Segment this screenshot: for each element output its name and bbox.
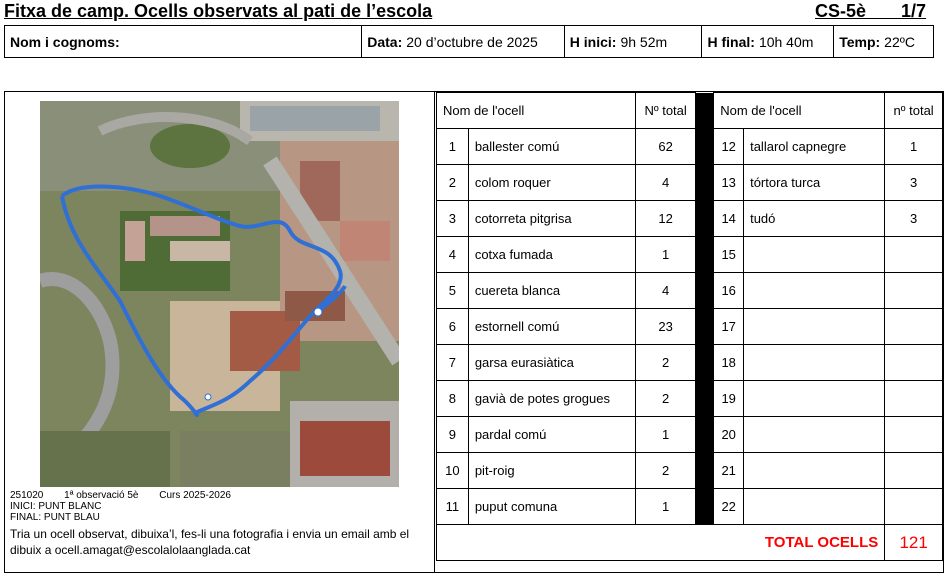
bird-total [885, 237, 943, 273]
main-panel [4, 91, 944, 573]
bird-name: tallarol capnegre [744, 129, 885, 165]
row-number: 9 [437, 417, 469, 453]
bird-total: 4 [635, 165, 696, 201]
bird-total [885, 489, 943, 525]
date-value: 20 d’octubre de 2025 [406, 33, 538, 50]
bird-total: 2 [635, 345, 696, 381]
column-divider [696, 417, 714, 453]
bird-name: tudó [744, 201, 885, 237]
bird-name: ballester comú [468, 129, 635, 165]
column-divider [696, 273, 714, 309]
column-divider [696, 93, 714, 129]
bird-name [744, 273, 885, 309]
table-row [437, 381, 943, 417]
row-number: 12 [714, 129, 744, 165]
bird-total: 1 [635, 237, 696, 273]
map-pane [5, 92, 435, 572]
col-name-header: Nom de l'ocell [437, 93, 636, 129]
bird-name [744, 417, 885, 453]
table-row [437, 453, 943, 489]
table-row [437, 417, 943, 453]
bird-name: gavià de potes grogues [468, 381, 635, 417]
row-number: 15 [714, 237, 744, 273]
bird-total: 2 [635, 381, 696, 417]
bird-total [885, 381, 943, 417]
bird-name: pardal comú [468, 417, 635, 453]
row-number: 7 [437, 345, 469, 381]
column-divider [696, 201, 714, 237]
date-cell [362, 26, 565, 57]
bird-total: 3 [885, 201, 943, 237]
bird-name: garsa eurasiàtica [468, 345, 635, 381]
start-value: 9h 52m [620, 33, 668, 50]
col-total2-header: nº total [885, 93, 943, 129]
bird-total [885, 273, 943, 309]
bird-name: tórtora turca [744, 165, 885, 201]
table-row [437, 237, 943, 273]
row-number: 21 [714, 453, 744, 489]
column-divider [696, 489, 714, 525]
header-row [4, 25, 934, 58]
temp-value: 22ºC [884, 33, 915, 50]
bird-total: 3 [885, 165, 943, 201]
notes-instruction: Tria un ocell observat, dibuixa’l, fes-li una fotografia i envia un email amb el dibuix a ocell.amagat@escolalolaanglada.cat [10, 527, 410, 557]
column-divider [696, 345, 714, 381]
bird-name: estornell comú [468, 309, 635, 345]
notes-code: 251020 [10, 490, 44, 501]
row-number: 13 [714, 165, 744, 201]
bird-name: colom roquer [468, 165, 635, 201]
table-row [437, 273, 943, 309]
row-number: 20 [714, 417, 744, 453]
total-row [437, 525, 943, 561]
column-divider [696, 237, 714, 273]
total-label: TOTAL OCELLS [437, 525, 885, 561]
notes-start: INICI: PUNT BLANC [10, 501, 102, 512]
temp-cell [834, 26, 933, 57]
bird-total: 12 [635, 201, 696, 237]
row-number: 19 [714, 381, 744, 417]
column-divider [696, 309, 714, 345]
column-divider [696, 381, 714, 417]
table-header-row [437, 93, 943, 129]
row-number: 22 [714, 489, 744, 525]
column-divider [696, 453, 714, 489]
birds-table [436, 92, 943, 561]
bird-name: cotxa fumada [468, 237, 635, 273]
bird-name: cotorreta pitgrisa [468, 201, 635, 237]
name-cell [5, 26, 362, 57]
page-title: Fitxa de camp. Ocells observats al pati de l’escola [4, 1, 433, 21]
bird-name [744, 309, 885, 345]
date-label: Data: [367, 33, 403, 50]
row-number: 16 [714, 273, 744, 309]
aerial-map-image [40, 101, 399, 487]
notes-end: FINAL: PUNT BLAU [10, 512, 100, 523]
column-divider [696, 165, 714, 201]
table-row [437, 489, 943, 525]
sheet-code: CS-5è 1/7 [815, 1, 927, 21]
bird-name [744, 237, 885, 273]
table-row [437, 165, 943, 201]
table-row [437, 129, 943, 165]
bird-total [885, 417, 943, 453]
bird-total: 62 [635, 129, 696, 165]
row-number: 10 [437, 453, 469, 489]
bird-total: 1 [635, 417, 696, 453]
bird-total: 4 [635, 273, 696, 309]
row-number: 11 [437, 489, 469, 525]
column-divider [696, 129, 714, 165]
row-number: 8 [437, 381, 469, 417]
col-total-header: Nº total [635, 93, 696, 129]
row-number: 1 [437, 129, 469, 165]
bird-name [744, 345, 885, 381]
row-number: 18 [714, 345, 744, 381]
col-name2-header: Nom de l'ocell [714, 93, 885, 129]
table-row [437, 345, 943, 381]
row-number: 5 [437, 273, 469, 309]
bird-name: cuereta blanca [468, 273, 635, 309]
row-number: 6 [437, 309, 469, 345]
notes-observation: 1ª observació 5è [64, 490, 139, 501]
bird-total: 1 [885, 129, 943, 165]
name-label: Nom i cognoms: [10, 33, 120, 50]
row-number: 14 [714, 201, 744, 237]
row-number: 4 [437, 237, 469, 273]
end-time-cell [702, 26, 834, 57]
bird-total [885, 453, 943, 489]
total-value: 121 [885, 525, 943, 561]
temp-label: Temp: [839, 33, 881, 50]
row-number: 17 [714, 309, 744, 345]
table-row [437, 309, 943, 345]
bird-total: 23 [635, 309, 696, 345]
bird-total: 2 [635, 453, 696, 489]
table-row [437, 201, 943, 237]
end-label: H final: [707, 33, 755, 50]
bird-total: 1 [635, 489, 696, 525]
bird-name: puput comuna [468, 489, 635, 525]
bird-name [744, 489, 885, 525]
notes-course: Curs 2025-2026 [159, 490, 231, 501]
bird-name [744, 453, 885, 489]
bird-name [744, 381, 885, 417]
bird-total [885, 345, 943, 381]
bird-total [885, 309, 943, 345]
row-number: 2 [437, 165, 469, 201]
notes-block [10, 490, 430, 558]
row-number: 3 [437, 201, 469, 237]
start-time-cell [565, 26, 703, 57]
bird-name: pit-roig [468, 453, 635, 489]
start-label: H inici: [569, 33, 617, 50]
end-value: 10h 40m [758, 33, 814, 50]
